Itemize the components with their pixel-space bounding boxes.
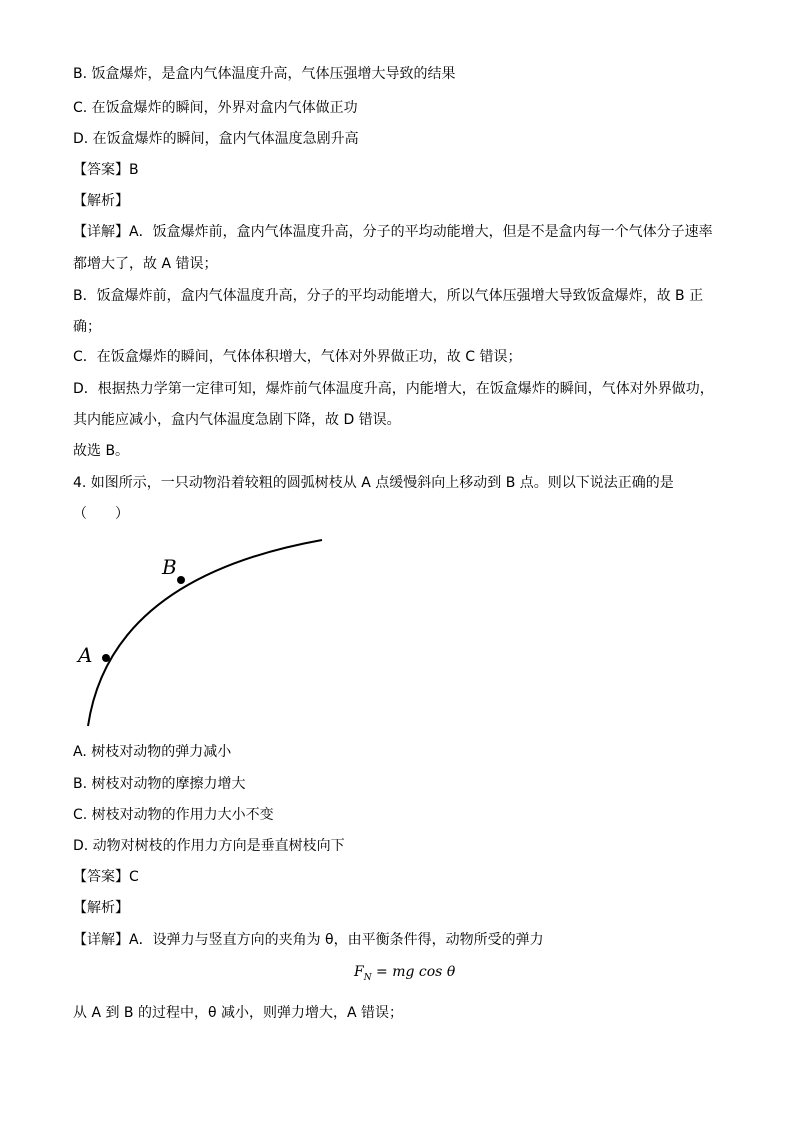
option-4d: D. 动物对树枝的作用力方向是垂直树枝向下: [73, 838, 345, 854]
option-4c: C. 树枝对动物的作用力大小不变: [73, 807, 274, 823]
question-4-stem-line-1: 4. 如图所示，一只动物沿着较粗的圆弧树枝从 A 点缓慢斜向上移动到 B 点。则以下说法正确的是: [73, 475, 674, 491]
detail-3-line-3: B．饭盒爆炸前，盒内气体温度升高，分子的平均动能增大，所以气体压强增大导致饭盒爆炸，故 B 正: [73, 288, 704, 304]
branch-arc-diagram: [70, 530, 340, 735]
detail-3-line-1: 【详解】A．饭盒爆炸前，盒内气体温度升高，分子的平均动能增大，但是不是盒内每一个气体分子速率: [73, 224, 713, 240]
detail-3-line-5: C．在饭盒爆炸的瞬间，气体体积增大，气体对外界做正功，故 C 错误；: [73, 349, 522, 365]
answer-4: 【答案】C: [73, 869, 139, 885]
detail-4-line-1: 【详解】A．设弹力与竖直方向的夹角为 θ，由平衡条件得，动物所受的弹力: [73, 932, 544, 948]
formula-rhs: = mg cos θ: [371, 964, 456, 980]
conclusion-3: 故选 B。: [73, 443, 130, 459]
option-3d: D. 在饭盒爆炸的瞬间，盒内气体温度急剧升高: [73, 131, 359, 147]
option-4a: A. 树枝对动物的弹力减小: [73, 744, 232, 760]
detail-3-line-4: 确；: [73, 319, 101, 335]
point-a: [102, 654, 110, 662]
label-b: B: [162, 555, 177, 579]
label-a: A: [78, 643, 93, 667]
point-b: [177, 576, 185, 584]
normal-force-formula: [354, 964, 455, 983]
detail-3-line-6: D．根据热力学第一定律可知，爆炸前气体温度升高，内能增大，在饭盒爆炸的瞬间，气体对外界做功，: [73, 381, 714, 397]
formula-lhs: F: [354, 964, 364, 980]
formula-lhs-subscript: N: [363, 972, 372, 983]
detail-3-line-7: 其内能应减小，盒内气体温度急剧下降，故 D 错误。: [73, 412, 401, 428]
detail-3-line-2: 都增大了，故 A 错误；: [73, 256, 218, 272]
analysis-heading-4: 【解析】: [73, 900, 129, 916]
answer-3: 【答案】B: [73, 162, 139, 178]
option-3b: B. 饭盒爆炸，是盒内气体温度升高，气体压强增大导致的结果: [73, 66, 456, 82]
question-4-stem-line-2: （ ）: [73, 506, 129, 522]
detail-4-line-2: 从 A 到 B 的过程中，θ 减小，则弹力增大，A 错误；: [73, 1005, 404, 1021]
branch-arc: [88, 540, 322, 726]
analysis-heading-3: 【解析】: [73, 193, 129, 209]
option-3c: C. 在饭盒爆炸的瞬间，外界对盒内气体做正功: [73, 100, 358, 116]
option-4b: B. 树枝对动物的摩擦力增大: [73, 776, 246, 792]
